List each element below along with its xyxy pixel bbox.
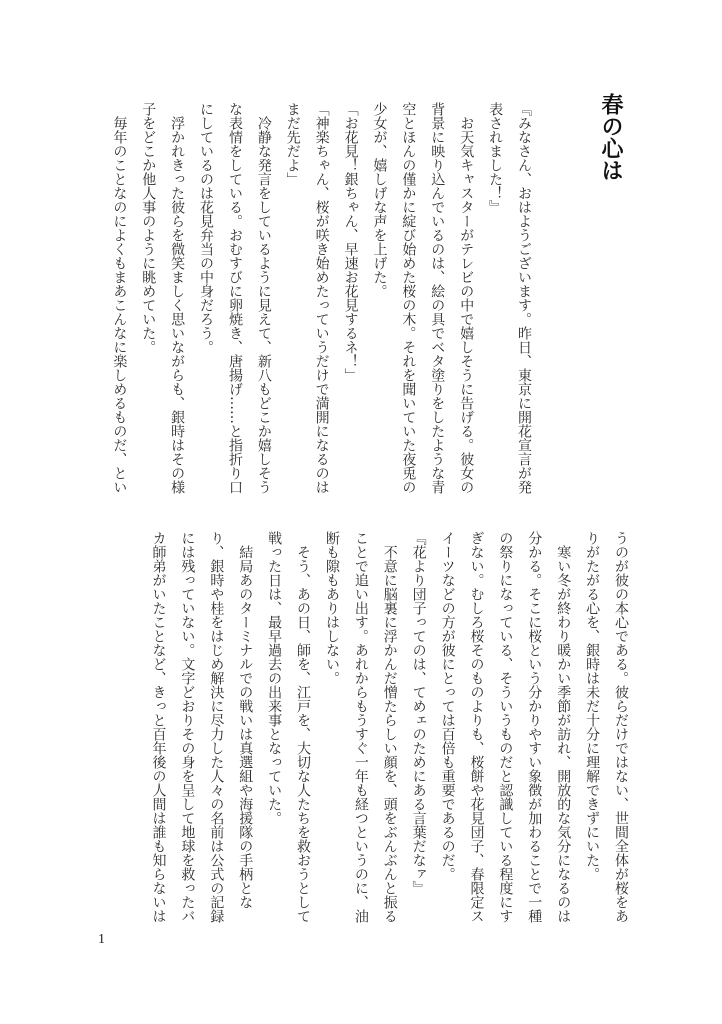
body-text-lower: [144, 531, 635, 931]
text-line: には残っていない。文字どおりその身を呈して地球を救ったバ: [179, 531, 196, 923]
text-line: にしているのは花見弁当の中身だろう。: [198, 102, 215, 354]
document-title: 春の心は: [598, 93, 624, 181]
text-line: 寒い冬が終わり暖かい季節が訪れ、開放的な気分になるのは: [555, 531, 572, 923]
text-line: 結局あのターミナルでの戦いは真選組や海援隊の手柄とな: [237, 531, 254, 909]
text-line: ぎない。むしろ桜そのものよりも、桜餅や花見団子、春限定ス: [468, 531, 485, 923]
text-line: 不意に脳裏に浮かんだ憎たらしい顔を、頭をぶんぶんと振る: [381, 531, 398, 923]
text-line: 表されました！』: [487, 102, 504, 214]
text-line: 少女が、嬉しげな声を上げた。: [371, 102, 388, 298]
text-line: 空とほんの僅かに綻び始めた桜の木。それを聞いていた夜兎の: [400, 102, 417, 494]
text-line: そう、あの日、師を、江戸を、大切な人たちを救おうとして: [295, 531, 312, 923]
text-line: な表情をしている。おむすびに卵焼き、唐揚げ……と指折り口: [226, 102, 243, 494]
text-line: 断も隙もありはしない。: [323, 531, 340, 685]
text-line: 「神楽ちゃん、桜が咲き始めたっていうだけで満開になるのは: [313, 102, 330, 494]
text-line: カ師弟がいたことなど、きっと百年後の人間は誰も知らないは: [150, 531, 167, 923]
page-number: 1: [98, 932, 105, 947]
text-line: りがたがる心を、銀時は未だ十分に理解できずにいた。: [584, 531, 601, 881]
text-line: 子をどこか他人事のように眺めていた。: [140, 102, 157, 354]
text-line: 浮かれきった彼らを微笑ましく思いながらも、銀時はその様: [169, 102, 186, 494]
text-line: り、銀時や桂をはじめ解決に尽力した人々の名前は公式の記録: [208, 531, 225, 923]
text-line: ことで追い出す。あれからもうすぐ一年も経つというのに、油: [352, 531, 369, 923]
text-line: まだ先だよ」: [284, 102, 301, 186]
text-line: うのが彼の本心である。彼らだけではない、世間全体が桜をあ: [613, 531, 629, 923]
text-line: 『花より団子ってのは、てめェのためにある言葉だなァ』: [410, 531, 427, 895]
text-line: の祭りになっている、そういうものだと認識している程度にす: [497, 531, 514, 923]
text-line: イーツなどの方が彼にとっては百倍も重要であるのだ。: [439, 531, 456, 881]
text-line: 毎年のことなのによくもまあこんなに楽しめるものだ、とい: [111, 102, 128, 494]
text-line: 「お花見！銀ちゃん、早速お花見するネ！」: [342, 102, 359, 382]
text-line: 冷静な発言をしているように見えて、新八もどこか嬉しそう: [255, 102, 272, 494]
text-line: 『みなさん、おはようございます。昨日、東京に開花宣言が発: [516, 102, 532, 494]
text-line: 背景に映り込んでいるのは、絵の具でベタ塗りをしたような青: [429, 102, 446, 494]
text-line: 戦った日は、最早過去の出来事となっていた。: [266, 531, 283, 825]
text-line: お天気キャスターがテレビの中で嬉しそうに告げる。彼女の: [458, 102, 475, 494]
body-text-upper: [104, 102, 538, 502]
text-line: 分かる。そこに桜という分かりやすい象徴が加わることで一種: [526, 531, 543, 923]
